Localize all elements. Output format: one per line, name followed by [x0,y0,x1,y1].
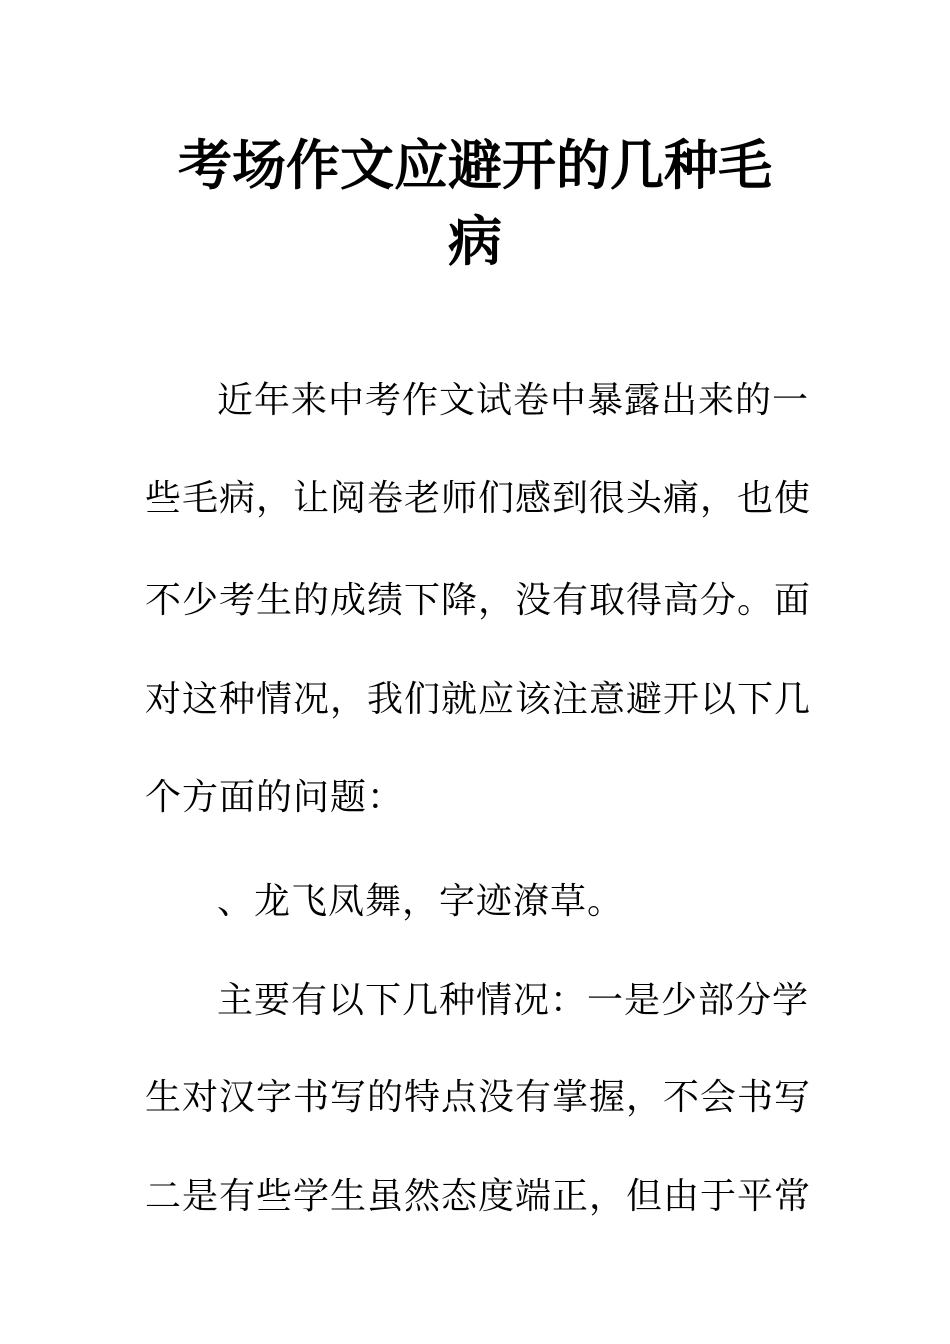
paragraph-2-line-1: 主要有以下几种情况：一是少部分学 [217,980,810,1021]
paragraph-1-line-3: 不少考生的成绩下降，没有取得高分。面 [145,580,812,621]
paragraph-1-line-2: 些毛病，让阅卷老师们感到很头痛，也使 [145,478,812,519]
paragraph-1-line-4: 对这种情况，我们就应该注意避开以下几 [145,679,812,720]
paragraph-2-line-2: 生对汉字书写的特点没有掌握，不会书写 [145,1077,812,1118]
paragraph-2-line-3: 二是有些学生虽然态度端正，但由于平常 [145,1176,812,1217]
document-title [120,128,830,280]
title-line-1: 考场作文应避开的几种毛 [178,134,772,197]
section-heading-1: 、龙飞凤舞，字迹潦草。 [217,881,625,922]
paragraph-1-line-1: 近年来中考作文试卷中暴露出来的一 [217,380,810,421]
title-line-2: 病 [448,210,502,273]
paragraph-1-line-5: 个方面的问题： [145,777,405,818]
